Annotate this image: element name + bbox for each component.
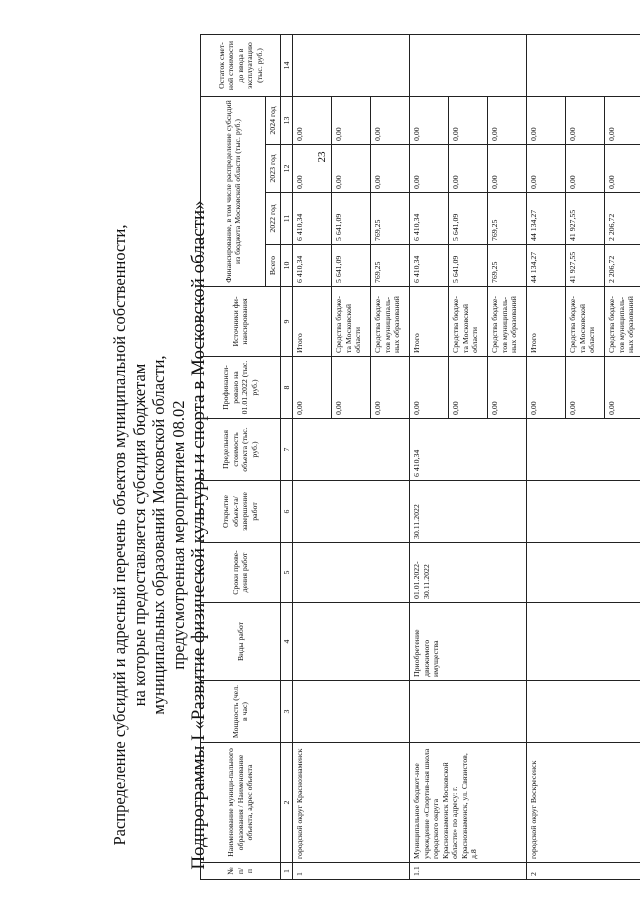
prefinanced-value: 0,00 bbox=[566, 357, 605, 419]
title-line-5: Подпрограммы I «Развитие физической культуры и спорта в Московской области» bbox=[188, 200, 209, 870]
funding-source: Средства бюдже-тов муниципаль-ных образований bbox=[488, 287, 527, 357]
prefinanced-value: 0,00 bbox=[605, 357, 640, 419]
index-cell: 5 bbox=[280, 543, 293, 603]
column-index-row bbox=[280, 35, 293, 880]
object-name: городской округ Краснознаменск bbox=[293, 743, 410, 863]
index-cell: 11 bbox=[280, 193, 293, 245]
year-2022-value: 41 927,55 bbox=[566, 193, 605, 245]
index-cell: 8 bbox=[280, 357, 293, 419]
header-work-type: Виды работ bbox=[201, 603, 281, 681]
header-2024: 2024 год bbox=[266, 97, 281, 145]
total-value: 769,25 bbox=[488, 245, 527, 287]
title-line-4: предусмотренная мероприятием 08.02 bbox=[168, 400, 188, 670]
cost-limit-value bbox=[293, 419, 410, 481]
total-value: 5 641,09 bbox=[449, 245, 488, 287]
header-work-period: Сроки прове-дения работ bbox=[201, 543, 281, 603]
header-name: Наименование муници-пального образования / Наименование объекта, адрес объекта bbox=[201, 743, 281, 863]
remaining-cost-value bbox=[410, 35, 527, 97]
title-line-1: Распределение субсидий и адресный перечень объектов муниципальной собственности, bbox=[110, 224, 129, 846]
capacity-value bbox=[527, 681, 640, 743]
header-num: № п/п bbox=[201, 863, 281, 880]
year-2024-value: 0,00 bbox=[371, 97, 410, 145]
index-cell: 12 bbox=[280, 145, 293, 193]
work-type-value: Приобретение движимого имущества bbox=[410, 603, 527, 681]
table-row bbox=[293, 35, 332, 880]
year-2022-value: 5 641,09 bbox=[449, 193, 488, 245]
funding-source: Средства бюдже-та Московской области bbox=[566, 287, 605, 357]
index-cell: 4 bbox=[280, 603, 293, 681]
header-opening: Открытие объек-та/завершение работ bbox=[201, 481, 281, 543]
year-2022-value: 6 410,34 bbox=[410, 193, 449, 245]
index-cell: 14 bbox=[280, 35, 293, 97]
remaining-cost-value bbox=[293, 35, 410, 97]
remaining-cost-value bbox=[527, 35, 640, 97]
header-prefinanced: Профинанси-ровано на 01.01.2022 (тыс. руб.) bbox=[201, 357, 281, 419]
row-number: 1 bbox=[293, 863, 410, 880]
work-period-value bbox=[527, 543, 640, 603]
object-name: Муниципальное бюджет-ное учреждение «Спортив-ная школа городского округа Краснознаменск Московской области» по адресу: г. Краснознаменск, ул. Связистов, д.8 bbox=[410, 743, 527, 863]
index-cell: 10 bbox=[280, 245, 293, 287]
prefinanced-value: 0,00 bbox=[332, 357, 371, 419]
total-value: 41 927,55 bbox=[566, 245, 605, 287]
year-2024-value: 0,00 bbox=[527, 97, 566, 145]
opening-date-value: 30.11.2022 bbox=[410, 481, 527, 543]
work-period-value bbox=[293, 543, 410, 603]
capacity-value bbox=[293, 681, 410, 743]
year-2022-value: 769,25 bbox=[488, 193, 527, 245]
capacity-value bbox=[410, 681, 527, 743]
year-2022-value: 769,25 bbox=[371, 193, 410, 245]
header-2023: 2023 год bbox=[266, 145, 281, 193]
object-name: городской округ Воскресенск bbox=[527, 743, 640, 863]
index-cell: 2 bbox=[280, 743, 293, 863]
work-type-value bbox=[293, 603, 410, 681]
prefinanced-value: 0,00 bbox=[527, 357, 566, 419]
year-2024-value: 0,00 bbox=[566, 97, 605, 145]
prefinanced-value: 0,00 bbox=[488, 357, 527, 419]
total-value: 44 134,27 bbox=[527, 245, 566, 287]
header-total: Всего bbox=[266, 245, 281, 287]
header-source: Источники фи-нансирования bbox=[201, 287, 281, 357]
cost-limit-value bbox=[527, 419, 640, 481]
year-2023-value: 0,00 bbox=[371, 145, 410, 193]
year-2024-value: 0,00 bbox=[332, 97, 371, 145]
row-number: 1.1 bbox=[410, 863, 527, 880]
prefinanced-value: 0,00 bbox=[449, 357, 488, 419]
funding-source: Итого bbox=[410, 287, 449, 357]
cost-limit-value: 6 410,34 bbox=[410, 419, 527, 481]
index-cell: 3 bbox=[280, 681, 293, 743]
year-2022-value: 44 134,27 bbox=[527, 193, 566, 245]
document-title bbox=[110, 190, 210, 880]
year-2023-value: 0,00 bbox=[605, 145, 640, 193]
header-cost: Предельная стоимость объекта (тыс. руб.) bbox=[201, 419, 281, 481]
year-2024-value: 0,00 bbox=[488, 97, 527, 145]
funding-source: Средства бюдже-тов муниципаль-ных образований bbox=[371, 287, 410, 357]
title-line-3: муниципальных образований Московской области, bbox=[149, 355, 168, 715]
header-2022: 2022 год bbox=[266, 193, 281, 245]
index-cell: 13 bbox=[280, 97, 293, 145]
year-2022-value: 5 641,09 bbox=[332, 193, 371, 245]
prefinanced-value: 0,00 bbox=[410, 357, 449, 419]
total-value: 2 206,72 bbox=[605, 245, 640, 287]
page-number: 23 bbox=[316, 151, 328, 163]
prefinanced-value: 0,00 bbox=[371, 357, 410, 419]
year-2023-value: 0,00 bbox=[566, 145, 605, 193]
total-value: 6 410,34 bbox=[293, 245, 332, 287]
year-2023-value: 0,00 bbox=[527, 145, 566, 193]
work-period-value: 01.01.2022-30.11.2022 bbox=[410, 543, 527, 603]
total-value: 769,25 bbox=[371, 245, 410, 287]
table-row bbox=[410, 35, 449, 880]
year-2023-value: 0,00 bbox=[449, 145, 488, 193]
title-line-2: на которые предоставляется субсидия бюджетам bbox=[129, 363, 149, 707]
header-financing: Финансирование, в том числе распределение субсидий из бюджета Московской области (тыс. руб.) bbox=[201, 97, 266, 287]
year-2022-value: 6 410,34 bbox=[293, 193, 332, 245]
total-value: 6 410,34 bbox=[410, 245, 449, 287]
opening-date-value bbox=[527, 481, 640, 543]
year-2023-value: 0,00 bbox=[332, 145, 371, 193]
header-capacity: Мощность (чел. в час) bbox=[201, 681, 281, 743]
index-cell: 6 bbox=[280, 481, 293, 543]
year-2024-value: 0,00 bbox=[293, 97, 332, 145]
year-2024-value: 0,00 bbox=[410, 97, 449, 145]
year-2024-value: 0,00 bbox=[605, 97, 640, 145]
funding-source: Средства бюдже-та Московской области bbox=[332, 287, 371, 357]
funding-source: Средства бюдже-та Московской области bbox=[449, 287, 488, 357]
funding-source: Средства бюдже-тов муниципаль-ных образований bbox=[605, 287, 640, 357]
index-cell: 1 bbox=[280, 863, 293, 880]
table-row bbox=[527, 35, 566, 880]
year-2024-value: 0,00 bbox=[449, 97, 488, 145]
index-cell: 9 bbox=[280, 287, 293, 357]
year-2023-value: 0,00 bbox=[410, 145, 449, 193]
total-value: 5 641,09 bbox=[332, 245, 371, 287]
subsidy-table bbox=[200, 34, 640, 880]
header-remaining: Остаток смет-ной стоимости до ввода в эксплуатацию (тыс. руб.) bbox=[201, 35, 281, 97]
funding-source: Итого bbox=[527, 287, 566, 357]
index-cell: 7 bbox=[280, 419, 293, 481]
table-body bbox=[293, 35, 640, 880]
row-number: 2 bbox=[527, 863, 640, 880]
year-2022-value: 2 206,72 bbox=[605, 193, 640, 245]
year-2023-value: 0,00 bbox=[488, 145, 527, 193]
year-2023-value: 0,00 bbox=[293, 145, 332, 193]
work-type-value bbox=[527, 603, 640, 681]
rotated-page-content bbox=[0, 30, 640, 905]
prefinanced-value: 0,00 bbox=[293, 357, 332, 419]
funding-source: Итого bbox=[293, 287, 332, 357]
opening-date-value bbox=[293, 481, 410, 543]
